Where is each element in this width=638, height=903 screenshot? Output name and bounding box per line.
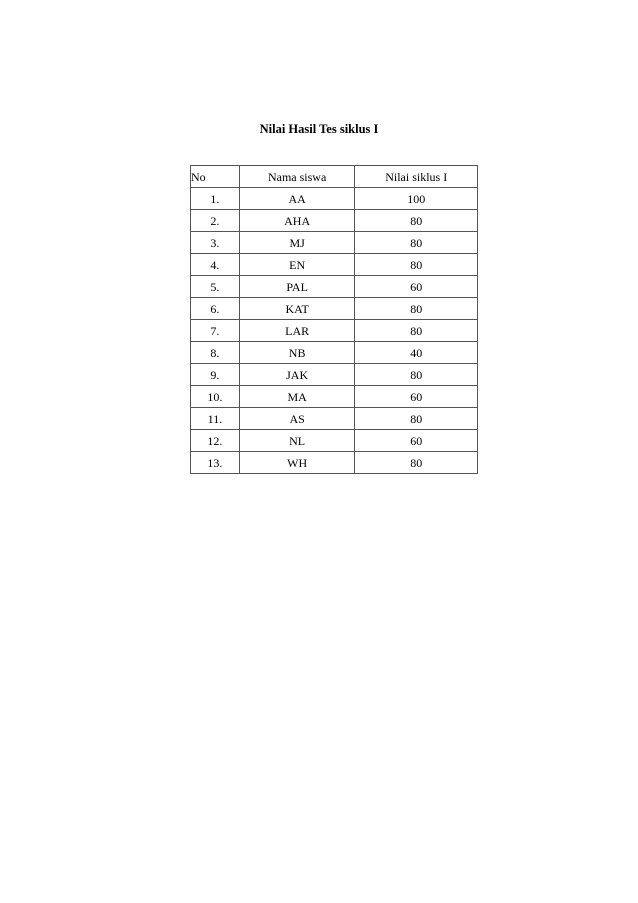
cell-score: 60 bbox=[355, 430, 478, 452]
cell-student-name: EN bbox=[239, 254, 355, 276]
cell-score: 80 bbox=[355, 254, 478, 276]
table-row bbox=[191, 386, 478, 408]
cell-score: 80 bbox=[355, 210, 478, 232]
cell-no: 11. bbox=[191, 408, 240, 430]
cell-student-name: PAL bbox=[239, 276, 355, 298]
column-header-name: Nama siswa bbox=[239, 166, 355, 188]
table-row bbox=[191, 254, 478, 276]
cell-no: 8. bbox=[191, 342, 240, 364]
table-row bbox=[191, 342, 478, 364]
cell-no: 5. bbox=[191, 276, 240, 298]
scores-table bbox=[190, 165, 478, 474]
cell-no: 9. bbox=[191, 364, 240, 386]
cell-score: 60 bbox=[355, 386, 478, 408]
cell-score: 60 bbox=[355, 276, 478, 298]
cell-student-name: JAK bbox=[239, 364, 355, 386]
cell-student-name: MJ bbox=[239, 232, 355, 254]
cell-student-name: KAT bbox=[239, 298, 355, 320]
cell-score: 80 bbox=[355, 408, 478, 430]
cell-no: 13. bbox=[191, 452, 240, 474]
cell-student-name: LAR bbox=[239, 320, 355, 342]
cell-student-name: AA bbox=[239, 188, 355, 210]
cell-no: 3. bbox=[191, 232, 240, 254]
table-row bbox=[191, 408, 478, 430]
cell-student-name: NB bbox=[239, 342, 355, 364]
cell-no: 10. bbox=[191, 386, 240, 408]
table-row bbox=[191, 276, 478, 298]
table-body bbox=[191, 188, 478, 474]
cell-score: 80 bbox=[355, 298, 478, 320]
table-row bbox=[191, 210, 478, 232]
cell-no: 2. bbox=[191, 210, 240, 232]
cell-no: 7. bbox=[191, 320, 240, 342]
cell-student-name: WH bbox=[239, 452, 355, 474]
table-row bbox=[191, 232, 478, 254]
cell-student-name: NL bbox=[239, 430, 355, 452]
cell-student-name: MA bbox=[239, 386, 355, 408]
cell-score: 80 bbox=[355, 232, 478, 254]
table-row bbox=[191, 430, 478, 452]
column-header-no: No bbox=[191, 166, 240, 188]
table-row bbox=[191, 364, 478, 386]
cell-score: 80 bbox=[355, 364, 478, 386]
cell-score: 40 bbox=[355, 342, 478, 364]
page-title: Nilai Hasil Tes siklus I bbox=[259, 122, 379, 136]
cell-no: 1. bbox=[191, 188, 240, 210]
table-header-row bbox=[191, 166, 478, 188]
column-header-score: Nilai siklus I bbox=[355, 166, 478, 188]
table-row bbox=[191, 298, 478, 320]
cell-student-name: AS bbox=[239, 408, 355, 430]
cell-score: 80 bbox=[355, 320, 478, 342]
cell-student-name: AHA bbox=[239, 210, 355, 232]
cell-score: 80 bbox=[355, 452, 478, 474]
cell-no: 12. bbox=[191, 430, 240, 452]
table-row bbox=[191, 188, 478, 210]
cell-no: 6. bbox=[191, 298, 240, 320]
cell-score: 100 bbox=[355, 188, 478, 210]
table-row bbox=[191, 452, 478, 474]
table-row bbox=[191, 320, 478, 342]
cell-no: 4. bbox=[191, 254, 240, 276]
